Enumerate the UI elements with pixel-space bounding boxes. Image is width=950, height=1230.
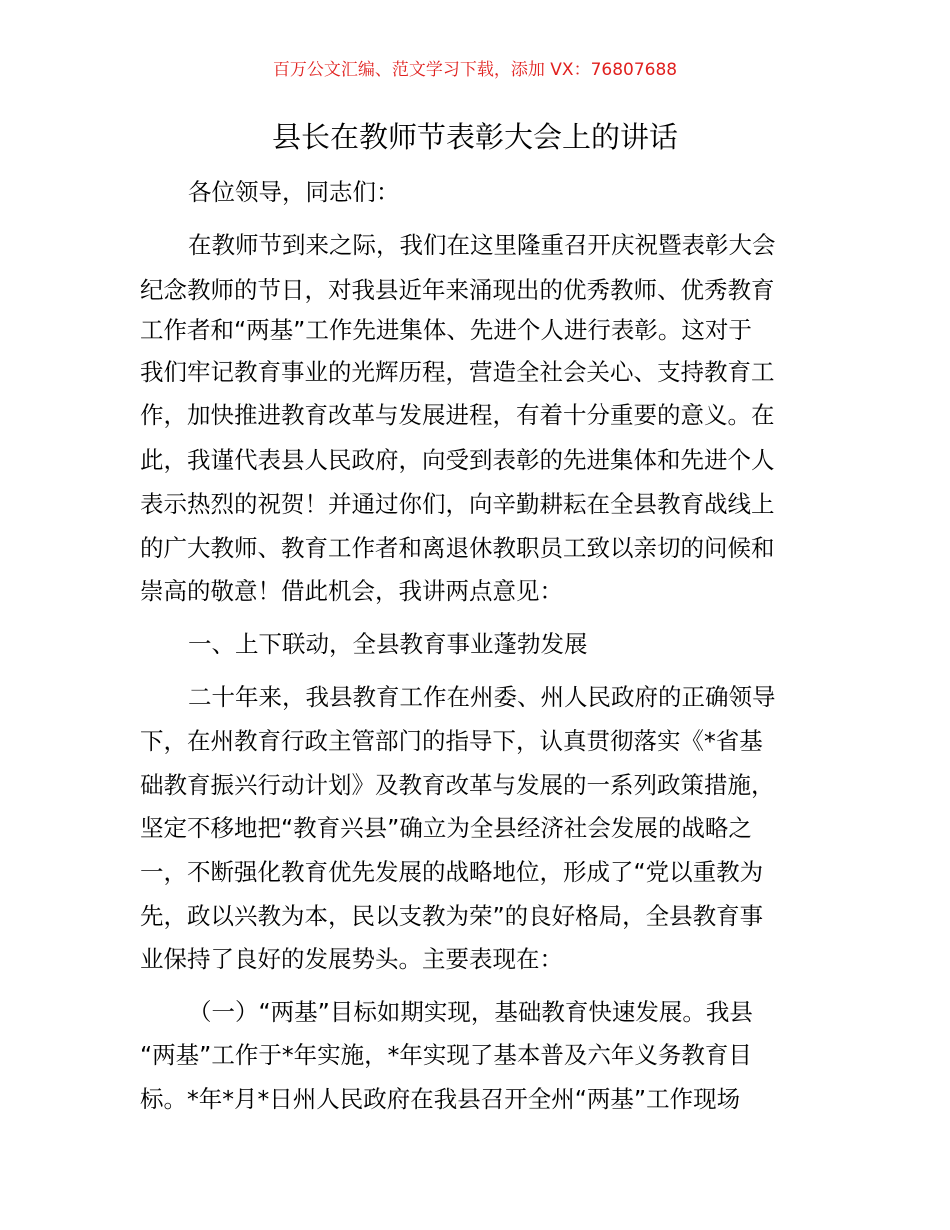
paragraph-1-line-1: 在教师节到来之际，我们在这里隆重召开庆祝暨表彰大会: [188, 231, 776, 259]
paragraph-1-line-3: 工作者和“两基”工作先进集体、先进个人进行表彰。这对于: [140, 316, 752, 344]
paragraph-1-line-7: 表示热烈的祝贺！并通过你们，向辛勤耕耘在全县教育战线上: [140, 490, 775, 518]
document-title: 县长在教师节表彰大会上的讲话: [271, 120, 678, 154]
paragraph-3-line-1: （一）“两基”目标如期实现，基础教育快速发展。我县: [188, 998, 753, 1026]
salutation-line: 各位领导，同志们：: [188, 178, 400, 206]
paragraph-1-line-2: 纪念教师的节日，对我县近年来涌现出的优秀教师、优秀教育: [140, 276, 775, 304]
paragraph-1-line-8: 的广大教师、教育工作者和离退休教职员工致以亲切的问候和: [140, 534, 775, 562]
header-note: 百万公文汇编、范文学习下载，添加 VX：76807688: [272, 60, 678, 80]
paragraph-2-line-1: 二十年来，我县教育工作在州委、州人民政府的正确领导: [188, 683, 776, 711]
paragraph-2-line-3: 础教育振兴行动计划》及教育改革与发展的一系列政策措施，: [140, 771, 775, 799]
paragraph-1-line-5: 作，加快推进教育改革与发展进程，有着十分重要的意义。在: [140, 401, 775, 429]
paragraph-1-line-6: 此，我谨代表县人民政府，向受到表彰的先进集体和先进个人: [140, 446, 775, 474]
paragraph-1-line-9: 崇高的敬意！借此机会，我讲两点意见：: [140, 577, 563, 605]
section-heading-1: 一、上下联动，全县教育事业蓬勃发展: [188, 630, 588, 658]
paragraph-3-line-2: “两基”工作于*年实施，*年实现了基本普及六年义务教育目: [140, 1041, 752, 1069]
paragraph-2-line-7: 业保持了良好的发展势头。主要表现在：: [140, 945, 563, 973]
paragraph-1-line-4: 我们牢记教育事业的光辉历程，营造全社会关心、支持教育工: [140, 358, 775, 386]
paragraph-3-line-3: 标。*年*月*日州人民政府在我县召开全州“两基”工作现场: [140, 1085, 741, 1113]
paragraph-2-line-2: 下，在州教育行政主管部门的指导下，认真贯彻落实《*省基: [140, 727, 763, 755]
paragraph-2-line-4: 坚定不移地把“教育兴县”确立为全县经济社会发展的战略之: [140, 814, 752, 842]
paragraph-2-line-6: 先，政以兴教为本，民以支教为荣”的良好格局，全县教育事: [140, 902, 764, 930]
paragraph-2-line-5: 一，不断强化教育优先发展的战略地位，形成了“党以重教为: [140, 858, 764, 886]
